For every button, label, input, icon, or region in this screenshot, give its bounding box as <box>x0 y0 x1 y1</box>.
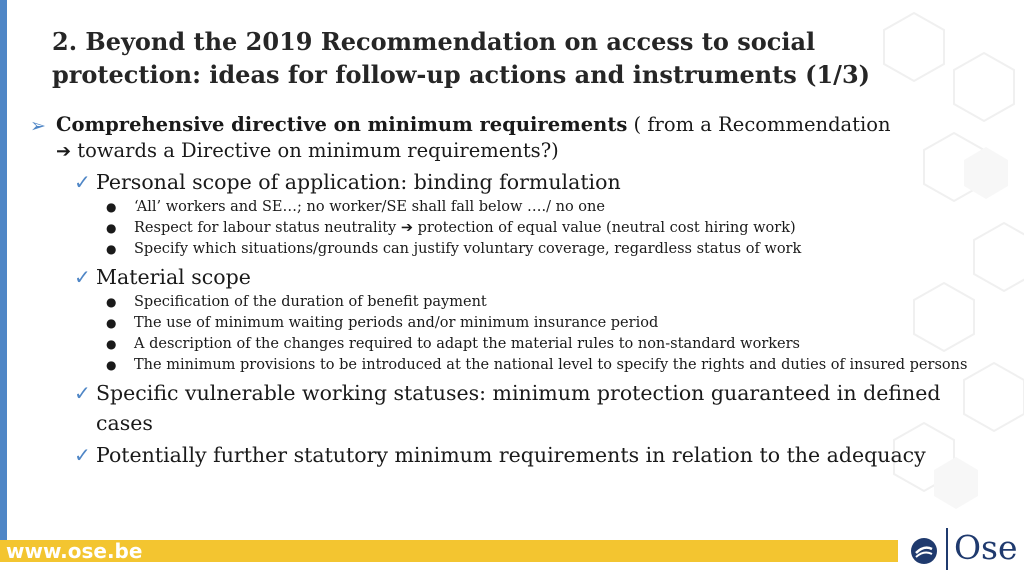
slide-title: 2. Beyond the 2019 Recommendation on access to social protection: ideas for follow-up actions and instruments (1/3) <box>52 27 871 89</box>
bullet-dot-icon: ● <box>106 358 117 372</box>
section-heading: ✓ Material scope <box>30 262 990 292</box>
right-arrow-icon: ➔ <box>56 141 72 162</box>
section-heading: ✓ Specific vulnerable working statuses: minimum protection guaranteed in defined cases <box>30 378 990 438</box>
logo-divider <box>946 528 948 570</box>
bullet-dot-icon: ● <box>106 316 117 330</box>
list-item: ● Respect for labour status neutrality ➔ protection of equal value (neutral cost hiring work) <box>134 218 990 239</box>
arrow-bullet-icon: ➢ <box>30 115 46 137</box>
bullet-list <box>30 197 990 260</box>
section-heading: ✓ Potentially further statutory minimum requirements in relation to the adequacy <box>30 440 990 470</box>
checkmark-icon: ✓ <box>74 170 91 194</box>
section-heading: ✓ Personal scope of application: binding formulation <box>30 167 990 197</box>
list-item: ● The minimum provisions to be introduced at the national level to specify the rights and duties of insured persons <box>134 355 990 376</box>
bullet-dot-icon: ● <box>106 221 117 235</box>
bullet-dot-icon: ● <box>106 295 117 309</box>
list-item: ● Specification of the duration of benefit payment <box>134 292 990 313</box>
checkmark-icon: ✓ <box>74 381 91 405</box>
slide-content <box>30 112 990 470</box>
main-point <box>30 112 990 165</box>
footer-bar <box>0 540 1024 562</box>
logo-text: Ose <box>954 528 1018 567</box>
bullet-dot-icon: ● <box>106 337 117 351</box>
main-point-text-continued: towards a Directive on minimum requirements?) <box>71 139 559 162</box>
bullet-dot-icon: ● <box>106 242 117 256</box>
list-item: ● ‘All’ workers and SE…; no worker/SE shall fall below …./ no one <box>134 197 990 218</box>
left-accent-bar <box>0 0 7 540</box>
footer-url[interactable]: www.ose.be <box>6 539 143 563</box>
checkmark-icon: ✓ <box>74 265 91 289</box>
ose-logo <box>898 520 1024 576</box>
main-point-text: ( from a Recommendation <box>627 113 891 136</box>
list-item: ● Specify which situations/grounds can justify voluntary coverage, regardless status of work <box>134 239 990 260</box>
list-item: ● The use of minimum waiting periods and/or minimum insurance period <box>134 313 990 334</box>
bullet-list <box>30 292 990 376</box>
main-point-bold: Comprehensive directive on minimum requirements <box>56 113 628 136</box>
list-item: ● A description of the changes required to adapt the material rules to non-standard workers <box>134 334 990 355</box>
checkmark-icon: ✓ <box>74 443 91 467</box>
right-arrow-icon: ➔ <box>400 220 414 236</box>
bullet-dot-icon: ● <box>106 200 117 214</box>
ose-logo-icon <box>910 537 938 565</box>
